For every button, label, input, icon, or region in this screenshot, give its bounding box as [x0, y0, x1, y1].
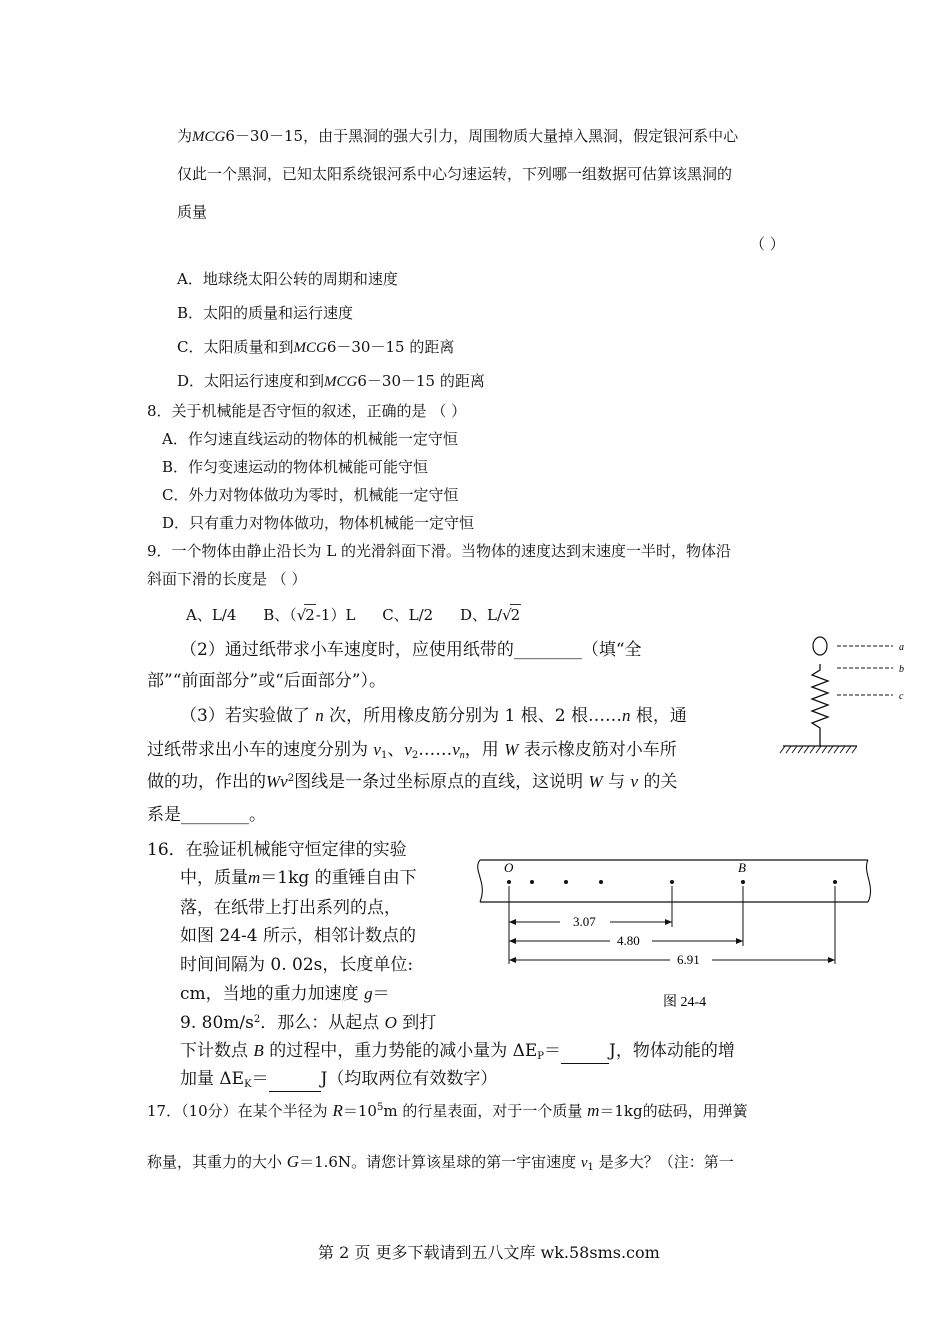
q7-option-c: C．太阳质量和到MCG6－30－15 的距离 [177, 338, 455, 356]
page-footer: 第 2 页 更多下载请到五八文库 wk.58sms.com [318, 1243, 660, 1262]
dimension-lines [509, 922, 835, 960]
q8-option-d: D．只有重力对物体做功，物体机械能一定守恒 [162, 514, 475, 532]
figure-caption: 图 24-4 [663, 995, 707, 1010]
label-a: a [899, 642, 904, 653]
q16-line1: 16．在验证机械能守恒定律的实验 [147, 840, 407, 860]
q15-part3-line1: （3）若实验做了 n 次，所用橡皮筋分别为 1 根、2 根……n 根，通 [180, 706, 687, 726]
q7-answer-bracket: （ ） [750, 235, 785, 253]
q15-part3-line2: 过纸带求出小车的速度分别为 $v_1$、$v_2\dots\dots v_n$，用 W 表示橡皮筋对小车所 [147, 740, 677, 761]
q7-option-a: A．地球绕太阳公转的周期和速度 [177, 270, 398, 288]
tape-dots [507, 880, 837, 884]
distance-label-2: 4.80 [617, 933, 640, 948]
q16-line3: 落，在纸带上打出系列的点， [180, 898, 401, 918]
potential-energy-blank[interactable] [561, 1039, 609, 1064]
label-o: O [504, 860, 514, 875]
distance-label-1: 3.07 [573, 914, 596, 929]
q9-option-a: A、L/4 [186, 606, 237, 624]
q8-option-a: A．作匀速直线运动的物体的机械能一定守恒 [162, 430, 458, 448]
tape-left-tear [478, 860, 483, 902]
tape-figure [470, 852, 890, 1022]
ground-hatching [780, 746, 857, 753]
tick-lines [509, 886, 835, 964]
kinetic-energy-blank[interactable] [269, 1067, 321, 1092]
q9-options [186, 604, 521, 625]
q16-line5: 时间间隔为 0. 02s，长度单位: [180, 955, 414, 975]
q15-part3-line4: 系是________。 [147, 805, 266, 825]
q16-line7: 9. $80m/s^2$．那么：从起点 O 到打 [180, 1013, 437, 1033]
q8-option-b: B．作匀变速运动的物体机械能可能守恒 [162, 458, 429, 476]
label-b: B [738, 860, 746, 875]
q7-option-d: D．太阳运行速度和到MCG6－30－15 的距离 [177, 372, 485, 390]
q9-line2: 斜面下滑的长度是 （ ） [147, 570, 307, 588]
q9-option-b: B、（√2-1）L [263, 606, 356, 624]
q7-line2: 仅此一个黑洞，已知太阳系绕银河系中心匀速运转，下列哪一组数据可估算该黑洞的 [177, 165, 733, 183]
q8-option-c: C．外力对物体做功为零时，机械能一定守恒 [162, 486, 459, 504]
q9-option-c: C、L/2 [382, 606, 434, 624]
q17-line2: 称量，其重力的大小 G＝1.6N。请您计算该星球的第一宇宙速度 $v_1$ 是多大？（注：第一 [147, 1152, 734, 1173]
q9-option-d: D、L/√2 [460, 606, 521, 624]
q16-line9: 加量 $\Delta E_K= J$（均取两位有效数字） [180, 1069, 498, 1090]
tape-right-tear [866, 860, 870, 902]
q16-line2: 中，质量m＝1kg 的重锤自由下 [180, 868, 417, 888]
q16-line6: cm，当地的重力加速度 g＝ [180, 984, 390, 1004]
spring-coil [812, 664, 828, 746]
q17-line1: 17．（10分）在某个半径为 $R=10^5m$ 的行星表面，对于一个质量 m＝1kg的砝码，用弹簧 [147, 1101, 748, 1120]
q16-line4: 如图 24-4 所示，相邻计数点的 [180, 926, 416, 946]
q7-option-b: B．太阳的质量和运行速度 [177, 304, 354, 322]
ball-shape [813, 637, 827, 655]
q16-line8: 下计数点 B 的过程中，重力势能的减小量为 $\Delta E_P= J$，物体动能的增 [180, 1041, 735, 1062]
q15-part2-line1: （2）通过纸带求小车速度时，应使用纸带的________（填“全 [180, 640, 642, 660]
spring-figure [775, 632, 910, 762]
q8-stem: 8．关于机械能是否守恒的叙述，正确的是 （ ） [147, 402, 467, 420]
q15-part3-line3: 做的功，作出的Wv$^2$图线是一条过坐标原点的直线，这说明 W 与 v 的关 [147, 772, 678, 792]
q9-line1: 9．一个物体由静止沿长为 L 的光滑斜面下滑。当物体的速度达到末速度一半时，物体沿 [147, 542, 732, 560]
q15-part2-line2: 部”“前面部分”或“后面部分”）。 [147, 671, 386, 691]
q7-line3: 质量 [177, 203, 208, 221]
label-b: b [899, 664, 904, 675]
distance-label-3: 6.91 [677, 952, 700, 967]
q7-line1: 为MCG6－30－15，由于黑洞的强大引力，周围物质大量掉入黑洞，假定银河系中心 [177, 127, 739, 145]
label-c: c [899, 691, 904, 702]
